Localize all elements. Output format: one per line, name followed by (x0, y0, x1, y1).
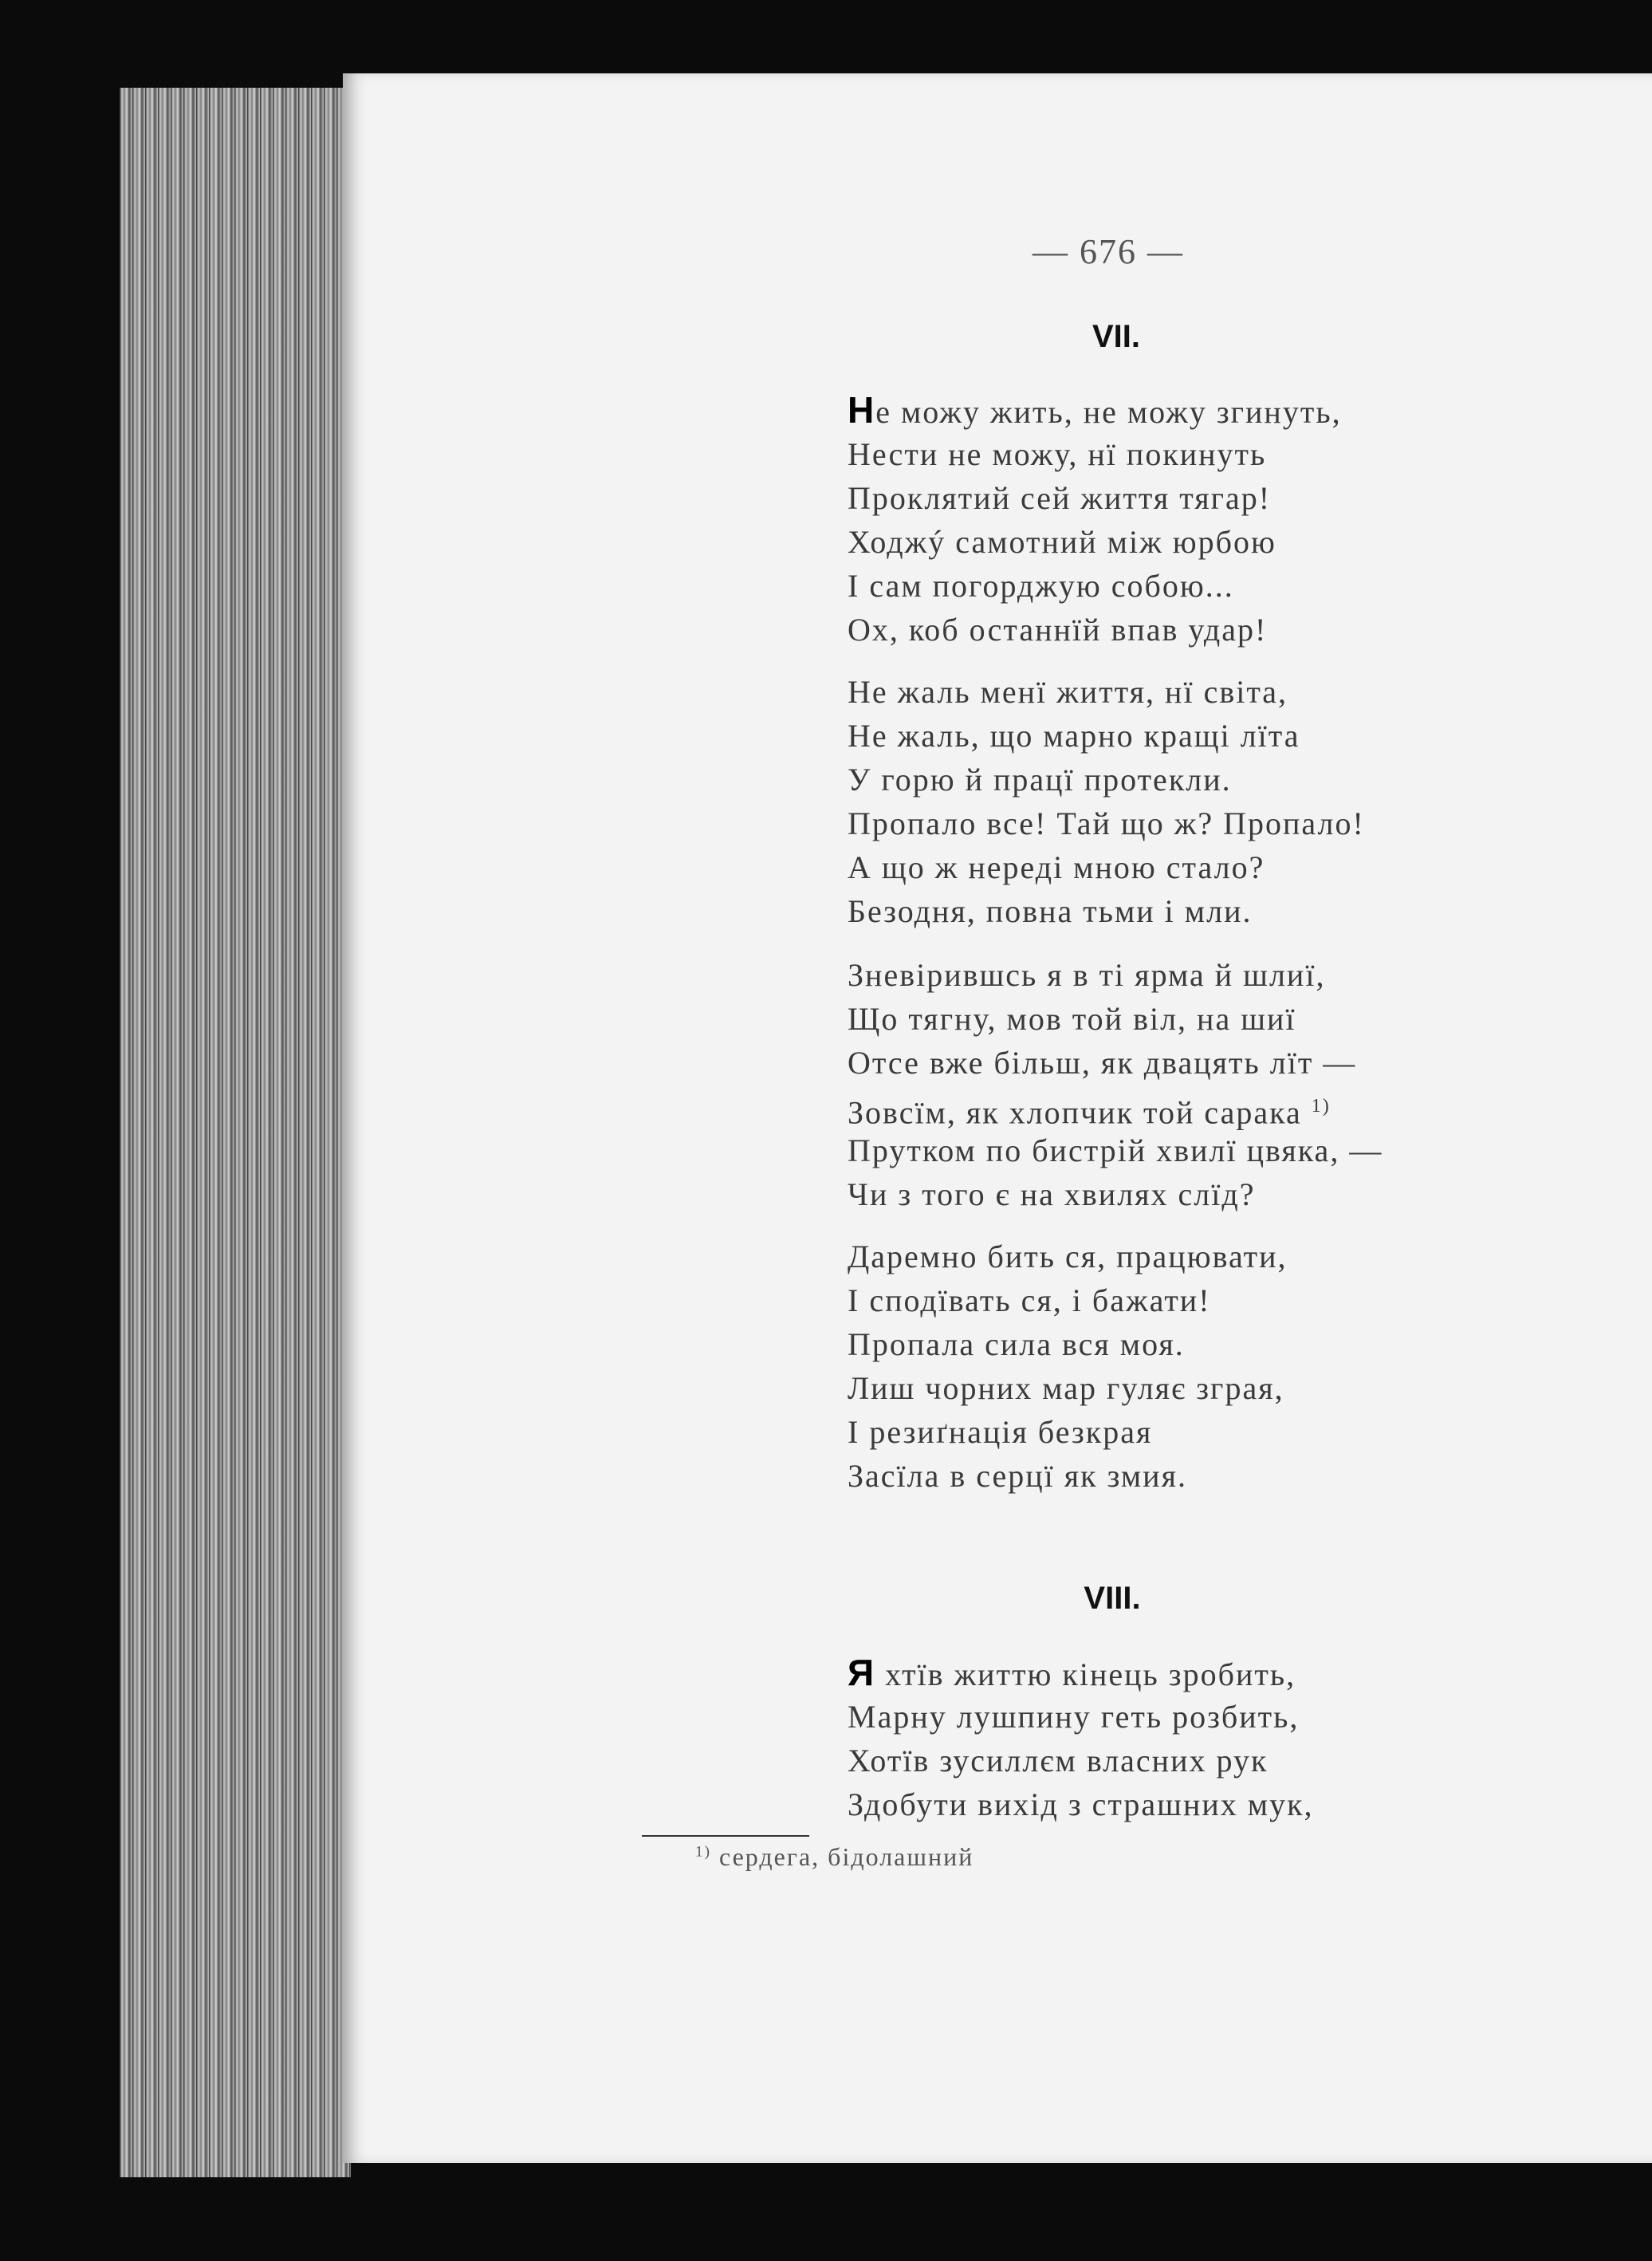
verse-line: Пропала сила вся моя. (848, 1326, 1185, 1362)
footnote-marker: 1) (695, 1843, 711, 1861)
footnote-text: сердега, бідолашний (710, 1842, 974, 1871)
footnote-rule (642, 1835, 809, 1837)
section-heading-vii: VII. (1092, 319, 1141, 354)
verse-line: Проклятий сей життя тягар! (848, 480, 1272, 516)
verse-line: Засїла в серцї як змия. (848, 1458, 1187, 1494)
verse-line: І резиґнація безкрая (848, 1414, 1153, 1450)
verse-line: Хотїв зусиллєм власних рук (848, 1743, 1268, 1778)
verse-line: Лиш чорних мар гуляє зграя, (848, 1370, 1284, 1406)
verse-line: Нести не можу, нї покинуть (848, 436, 1267, 472)
page-number: — 676 — (1032, 232, 1184, 271)
verse-line: Зневірившсь я в ті ярма й шлиї, (848, 957, 1326, 993)
verse-line: Отсе вже більш, як двацять лїт — (848, 1045, 1357, 1081)
verse-text: Зовсїм, як хлопчик той сарака (848, 1094, 1302, 1131)
verse-line (848, 1651, 1565, 1695)
verse-line: Пропало все! Тай що ж? Пропало! (848, 806, 1365, 841)
verse-line: У горю й працї протекли. (848, 762, 1232, 798)
stanza (848, 1651, 1565, 1826)
stanza (848, 670, 1565, 933)
verse-line: Ходжý самотний між юрбою (848, 524, 1276, 560)
book-page-edges (120, 88, 351, 2177)
verse-line: А що ж нереді мною стало? (848, 849, 1265, 885)
drop-cap: Я (848, 1652, 876, 1693)
footnote (695, 1842, 974, 1872)
verse-text: хтїв життю кінець зробить, (875, 1656, 1296, 1692)
verse-line: Марну лушпину геть розбить, (848, 1699, 1300, 1735)
stanza (848, 953, 1565, 1216)
section-heading-viii: VIII. (1084, 1581, 1141, 1616)
verse-line: І сподївать ся, і бажати! (848, 1282, 1211, 1318)
drop-cap: Н (848, 389, 876, 431)
verse-line: Що тягну, мов той віл, на шиї (848, 1001, 1296, 1037)
verse-line: Не жаль, що марно кращі лїта (848, 718, 1300, 754)
verse-line: І сам погорджую собою... (848, 568, 1234, 604)
stanza (848, 1235, 1565, 1498)
verse-line: Прутком по бистрій хвилї цвяка, — (848, 1132, 1383, 1168)
verse-line: Чи з того є на хвилях слїд? (848, 1176, 1256, 1212)
stanza (848, 388, 1565, 652)
verse-line: Не жаль менї життя, нї світа, (848, 674, 1288, 710)
verse-line: Ох, коб останнїй впав удар! (848, 612, 1268, 648)
verse-line: Даремно бить ся, працювати, (848, 1239, 1288, 1274)
verse-line: Безодня, повна тьми і мли. (848, 893, 1253, 929)
verse-line (848, 388, 1565, 432)
footnote-marker: 1) (1311, 1096, 1331, 1117)
verse-line (848, 1085, 1565, 1129)
verse-line: Здобути вихід з страшних мук, (848, 1786, 1314, 1822)
verse-text: е можу жить, не можу згинуть, (875, 394, 1342, 430)
